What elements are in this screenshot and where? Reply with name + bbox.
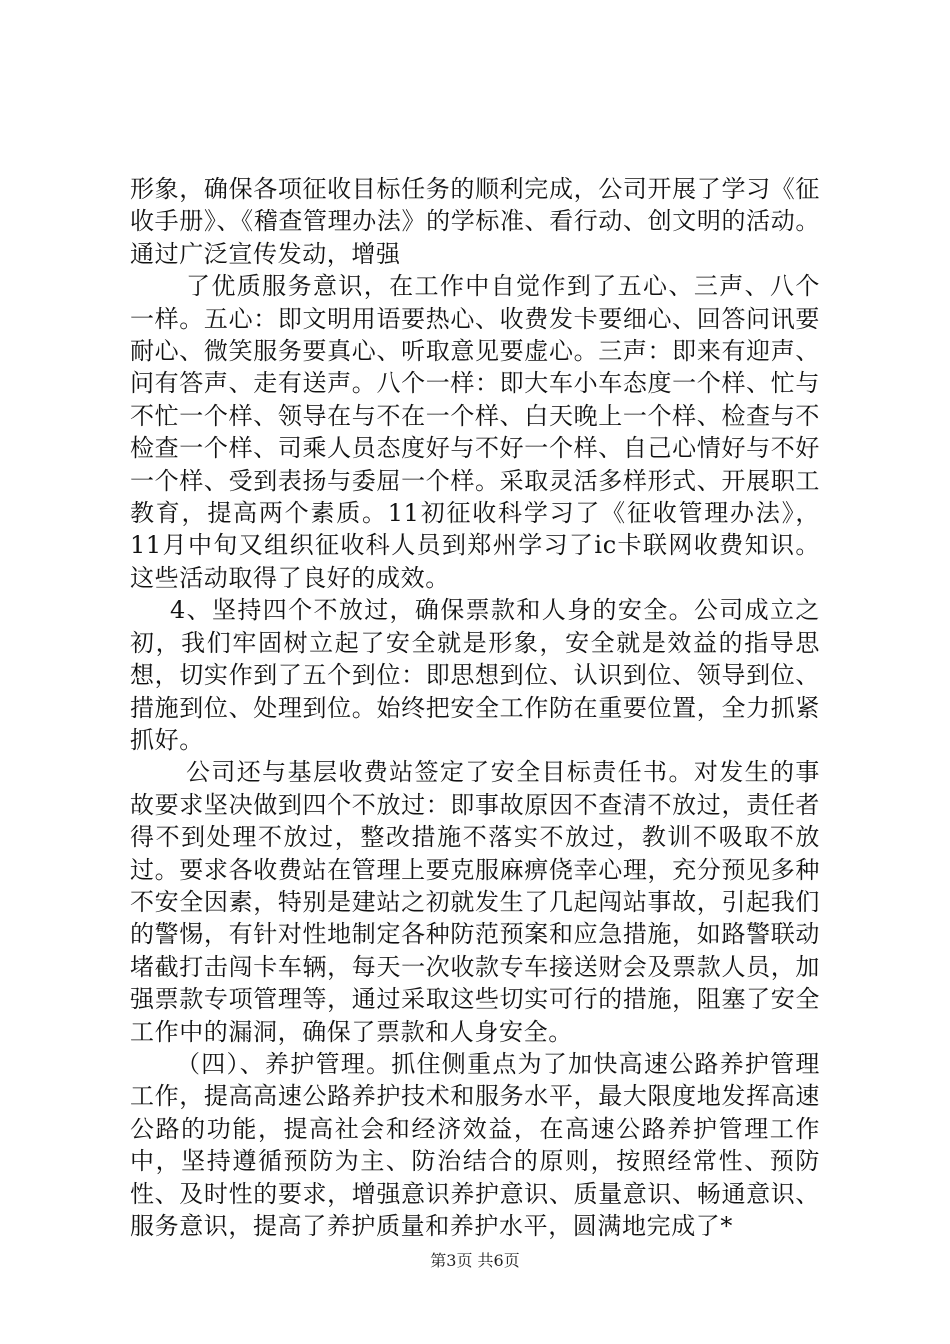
paragraph-safety-principles: 4、坚持四个不放过，确保票款和人身的安全。公司成立之初，我们牢固树立起了安全就是形象，安全就是效益的指导思想，切实作到了五个到位：即思想到位、认识到位、领导到位、措施到位、处理到位。始终把安全工作防在重要位置，全力抓紧抓好。 [130,596,820,754]
paragraph-maintenance-management: （四）、养护管理。抓住侧重点为了加快高速公路养护管理工作，提高高速公路养护技术和服务水平，最大限度地发挥高速公路的功能，提高社会和经济效益，在高速公路养护管理工作中，坚持遵循预防为主、防治结合的原则，按照经常性、预防性、及时性的要求，增强意识养护意识、质量意识、畅通意识、服务意识，提高了养护质量和养护水平，圆满地完成了* [130,1049,820,1240]
page-footer: 第3页 共6页 [430,1251,520,1270]
paragraph-safety-responsibility: 公司还与基层收费站签定了安全目标责任书。对发生的事故要求坚决做到四个不放过：即事故原因不查清不放过，责任者得不到处理不放过，整改措施不落实不放过，教训不吸取不放过。要求各收费站在管理上要克服麻痹侥幸心理，充分预见多种不安全因素，特别是建站之初就发生了几起闯站事故，引起我们的警惕，有针对性地制定各种防范预案和应急措施，如路警联动堵截打击闯卡车辆，每天一次收款专车接送财会及票款人员，加强票款专项管理等，通过采取这些切实可行的措施，阻塞了安全工作中的漏洞，确保了票款和人身安全。 [130,758,820,1046]
document-body [130,173,820,1242]
paragraph-service-awareness: 了优质服务意识，在工作中自觉作到了五心、三声、八个一样。五心：即文明用语要热心、收费发卡要细心、回答问讯要耐心、微笑服务要真心、听取意见要虚心。三声：即来有迎声、问有答声、走有送声。八个一样：即大车小车态度一个样、忙与不忙一个样、领导在与不在一个样、白天晚上一个样、检查与不检查一个样、司乘人员态度好与不好一个样、自己心情好与不好一个样、受到表扬与委屈一个样。采取灵活多样形式、开展职工教育，提高两个素质。11初征收科学习了《征收管理办法》，11月中旬又组织征收科人员到郑州学习了ic卡联网收费知识。这些活动取得了良好的成效。 [130,272,820,592]
paragraph-continuation: 形象，确保各项征收目标任务的顺利完成，公司开展了学习《征收手册》、《稽查管理办法》的学标准、看行动、创文明的活动。通过广泛宣传发动，增强 [130,175,820,268]
